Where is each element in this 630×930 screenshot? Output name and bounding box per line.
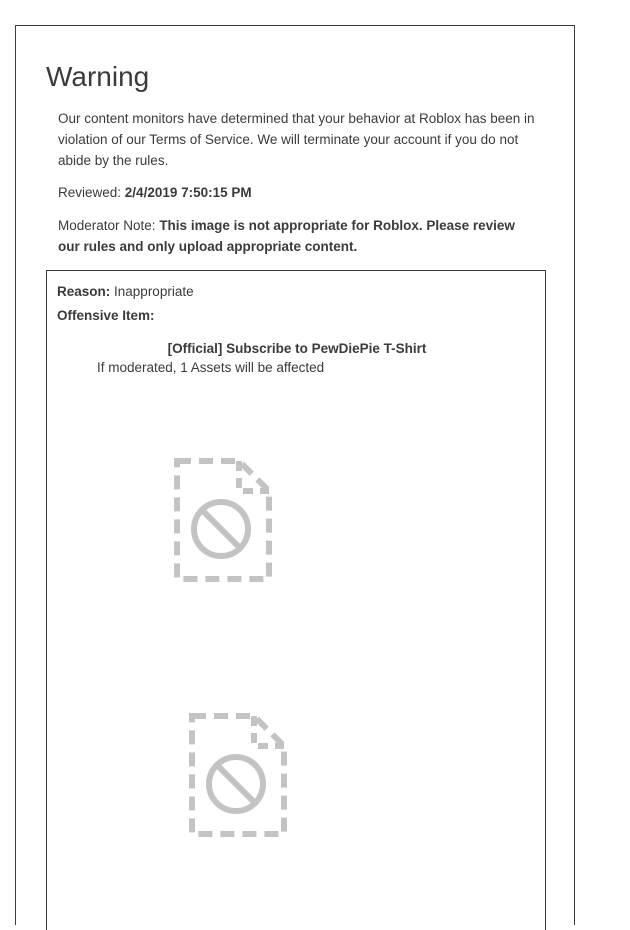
warning-title: Warning [46, 61, 150, 92]
offensive-item-label: Offensive Item: [57, 308, 155, 323]
reason-label: Reason: [57, 284, 111, 299]
moderator-note [58, 215, 538, 257]
moderator-note-label: Moderator Note: [58, 218, 156, 233]
reason-value: Inappropriate [114, 284, 194, 299]
reviewed-label: Reviewed: [58, 185, 122, 200]
moderator-note-text: This image is not appropriate for Roblox. Please review our rules and only upload appropriate content. [58, 218, 515, 254]
warning-message: Our content monitors have determined that your behavior at Roblox has been in violation of our Terms of Service. We will terminate your account if you do not abide by the rules. [58, 111, 535, 168]
reviewed-date: 2/4/2019 7:50:15 PM [124, 185, 252, 200]
reason-line [57, 282, 194, 302]
reviewed-line [58, 183, 252, 203]
offense-details-box [46, 270, 546, 930]
blocked-file-icon [173, 457, 273, 583]
affected-assets-text: If moderated, 1 Assets will be affected [97, 360, 325, 375]
moderation-warning-panel [15, 25, 575, 925]
offensive-item-name: [Official] Subscribe to PewDiePie T-Shirt [167, 341, 427, 356]
blocked-file-icon [188, 712, 288, 838]
